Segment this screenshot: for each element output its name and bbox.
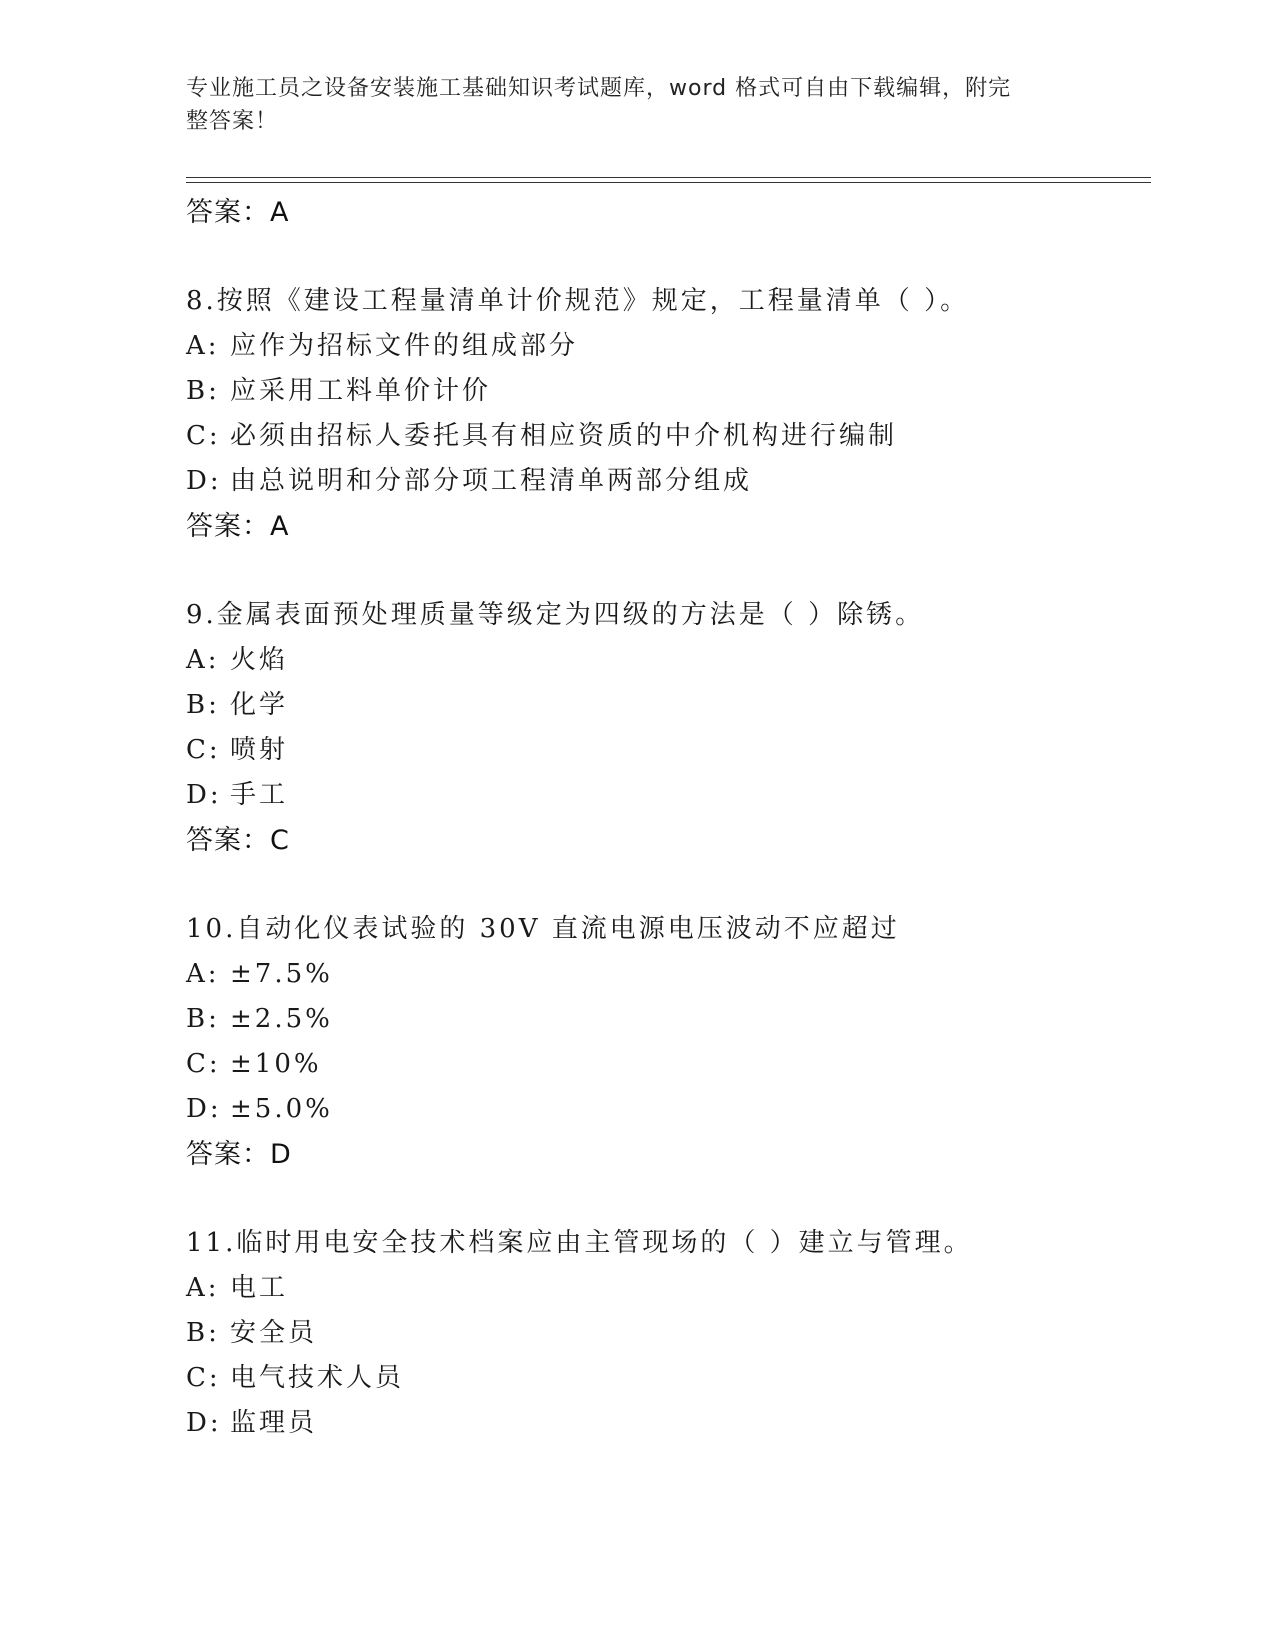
option-a xyxy=(186,324,1151,369)
option-key: C: xyxy=(186,1363,221,1393)
option-text: 安全员 xyxy=(230,1318,318,1348)
option-key: C: xyxy=(186,1049,221,1079)
option-c xyxy=(186,728,1151,773)
option-d xyxy=(186,1087,1151,1132)
option-text: 应作为招标文件的组成部分 xyxy=(230,331,579,361)
option-text: ±5.0% xyxy=(230,1094,333,1124)
option-text: 必须由招标人委托具有相应资质的中介机构进行编制 xyxy=(230,421,898,451)
previous-answer: 答案：A xyxy=(186,197,290,228)
option-c xyxy=(186,414,1151,459)
option-text: 火焰 xyxy=(230,645,289,675)
option-key: C: xyxy=(186,421,221,451)
header-line-2: 整答案！ xyxy=(186,109,279,134)
option-text: 电工 xyxy=(230,1273,289,1303)
option-a xyxy=(186,1266,1151,1311)
option-text: 监理员 xyxy=(230,1408,318,1438)
question-11 xyxy=(186,1221,1151,1446)
option-key: D: xyxy=(186,780,222,810)
option-text: ±10% xyxy=(230,1049,322,1079)
option-d xyxy=(186,459,1151,504)
option-text: 手工 xyxy=(230,780,289,810)
question-stem: 10.自动化仪表试验的 30V 直流电源电压波动不应超过 xyxy=(186,914,900,944)
document-header xyxy=(186,72,1066,138)
question-stem: 11.临时用电安全技术档案应由主管现场的（ ）建立与管理。 xyxy=(186,1228,973,1258)
question-9 xyxy=(186,593,1151,863)
option-text: ±7.5% xyxy=(230,959,333,989)
option-key: D: xyxy=(186,1408,222,1438)
option-text: 应采用工料单价计价 xyxy=(230,376,492,406)
option-key: D: xyxy=(186,466,222,496)
option-key: B: xyxy=(186,1318,220,1348)
option-key: B: xyxy=(186,690,220,720)
question-answer: 答案：D xyxy=(186,1139,292,1170)
option-key: A: xyxy=(186,959,220,989)
header-line-1: 专业施工员之设备安装施工基础知识考试题库，word 格式可自由下载编辑，附完 xyxy=(186,76,1012,101)
question-10 xyxy=(186,907,1151,1177)
option-c xyxy=(186,1356,1151,1401)
question-answer: 答案：C xyxy=(186,825,290,856)
option-a xyxy=(186,638,1151,683)
option-c xyxy=(186,1042,1151,1087)
option-b xyxy=(186,1311,1151,1356)
option-text: 化学 xyxy=(230,690,289,720)
option-key: B: xyxy=(186,376,220,406)
question-list xyxy=(186,190,1151,1490)
option-text: 由总说明和分部分项工程清单两部分组成 xyxy=(230,466,753,496)
question-stem: 8.按照《建设工程量清单计价规范》规定，工程量清单（ ）。 xyxy=(186,286,970,316)
option-text: ±2.5% xyxy=(230,1004,333,1034)
option-text: 喷射 xyxy=(230,735,289,765)
question-stem: 9.金属表面预处理质量等级定为四级的方法是（ ）除锈。 xyxy=(186,600,925,630)
option-key: A: xyxy=(186,331,220,361)
option-b xyxy=(186,997,1151,1042)
option-d xyxy=(186,773,1151,818)
header-divider-top xyxy=(186,177,1151,178)
question-8 xyxy=(186,279,1151,549)
option-key: A: xyxy=(186,1273,220,1303)
option-key: A: xyxy=(186,645,220,675)
option-d xyxy=(186,1401,1151,1446)
option-key: C: xyxy=(186,735,221,765)
header-divider-bottom xyxy=(186,182,1151,183)
option-a xyxy=(186,952,1151,997)
option-text: 电气技术人员 xyxy=(230,1363,405,1393)
option-b xyxy=(186,683,1151,728)
question-answer: 答案：A xyxy=(186,511,290,542)
option-key: D: xyxy=(186,1094,222,1124)
option-b xyxy=(186,369,1151,414)
option-key: B: xyxy=(186,1004,220,1034)
